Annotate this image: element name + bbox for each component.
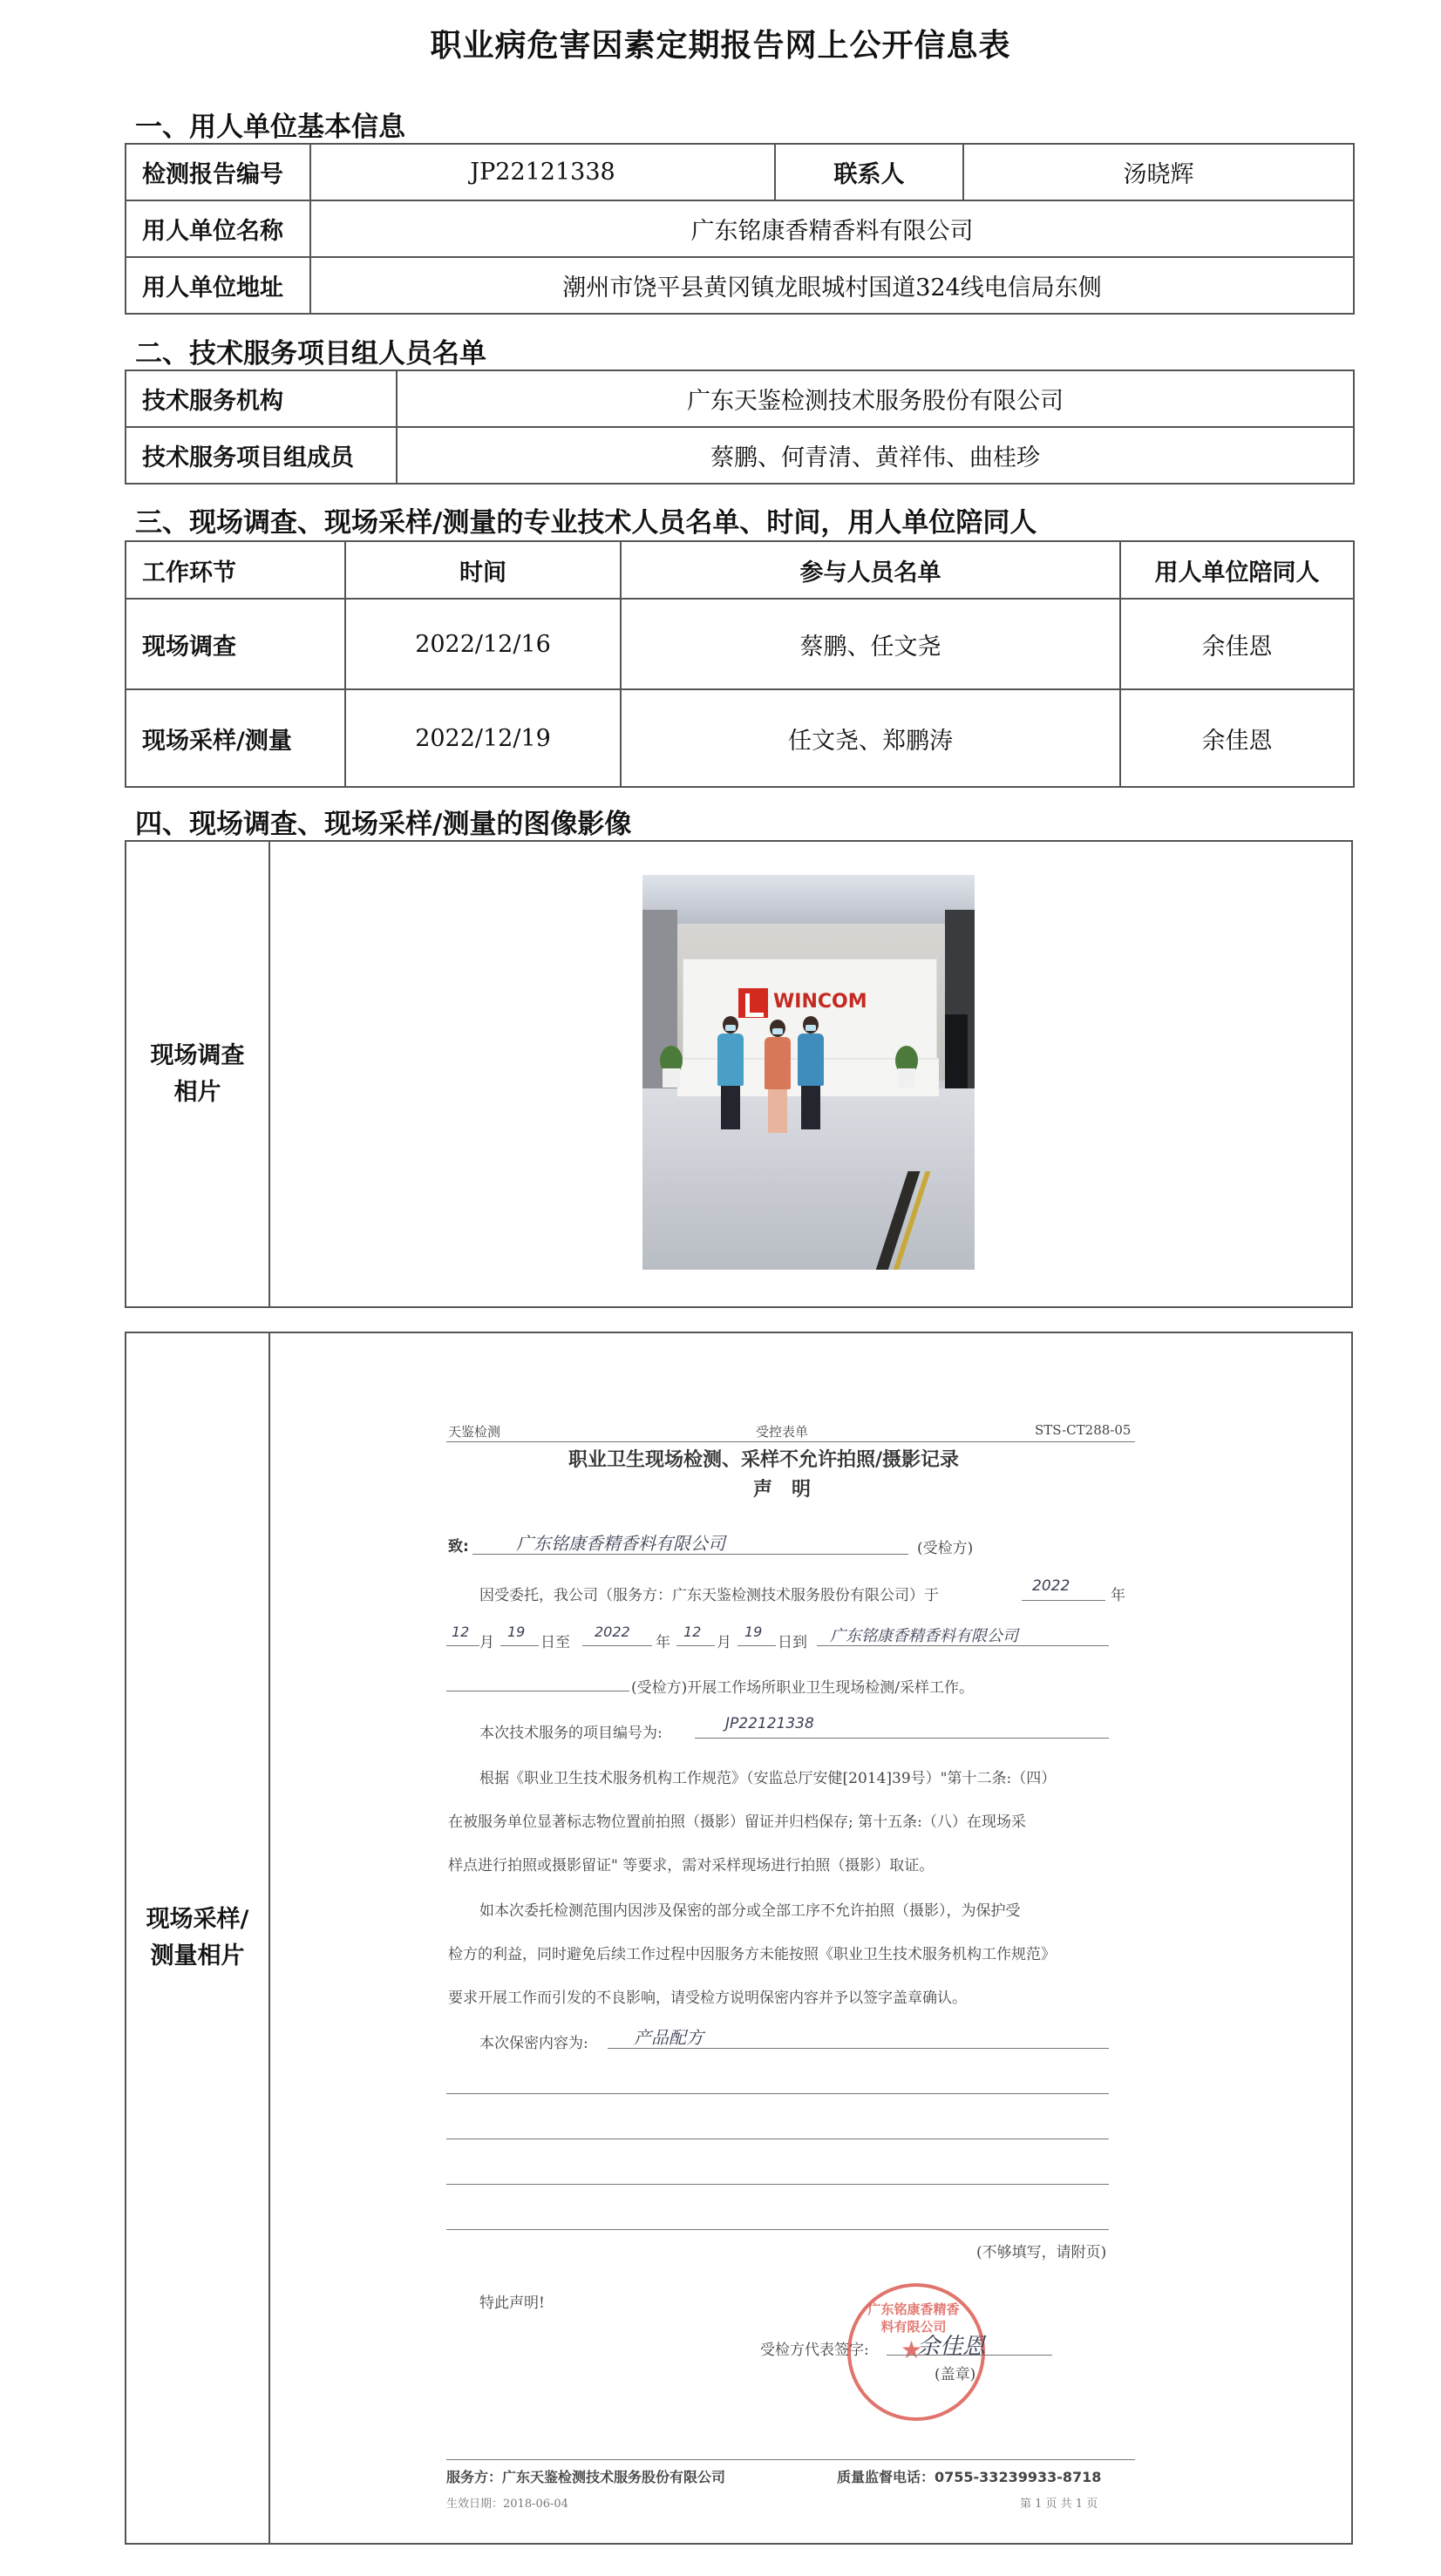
form-p2-month1-unit: 月: [479, 1634, 494, 1651]
form-seal-label: (盖章): [935, 2366, 976, 2383]
row-stage: 现场采样/测量: [126, 689, 345, 787]
photo-logo-text: WINCOM: [773, 991, 867, 1013]
form-p2-m1: 12: [452, 1624, 470, 1640]
form-title: 职业卫生现场检测、采样不允许拍照/摄影记录: [568, 1449, 960, 1471]
form-p3: (受检方)开展工作场所职业卫生现场检测/采样工作。: [631, 1679, 974, 1697]
form-declare: 特此声明!: [479, 2295, 545, 2312]
address-value: 潮州市饶平县黄冈镇龙眼城村国道324线电信局东侧: [310, 257, 1354, 314]
row-stage: 现场调查: [126, 599, 345, 689]
row-date: 2022/12/16: [345, 599, 621, 689]
form-subtitle: 声 明: [753, 1479, 812, 1501]
basic-info-table: [125, 143, 1355, 315]
service-team-table: [125, 369, 1355, 485]
contact-label: 联系人: [775, 144, 963, 200]
form-p5-line3: 样点进行拍照或摄影留证" 等要求，需对采样现场进行拍照（摄影）取证。: [448, 1857, 935, 1874]
service-org-label: 技术服务机构: [126, 370, 397, 427]
section1-heading: 一、用人单位基本信息: [135, 112, 405, 143]
person-figure: [717, 1016, 744, 1129]
form-p6-line3: 要求开展工作而引发的不良影响，请受检方说明保密内容并予以签字盖章确认。: [448, 1990, 967, 2007]
form-p2-m2: 12: [683, 1624, 702, 1640]
form-header-left: 天鉴检测: [448, 1424, 501, 1440]
team-members-label: 技术服务项目组成员: [126, 427, 397, 484]
declaration-form-image: [446, 1412, 1135, 2383]
form-note: (不够填写，请附页): [976, 2244, 1107, 2261]
form-p5-line2: 在被服务单位显著标志物位置前拍照（摄影）留证并归档保存; 第十五条:（八）在现场采: [448, 1813, 1026, 1831]
form-p7-label: 本次保密内容为:: [479, 2035, 588, 2052]
form-p2-year-unit: 年: [656, 1634, 670, 1651]
header-stage: 工作环节: [126, 541, 345, 599]
form-p1-year: 2022: [1032, 1577, 1071, 1595]
form-p2-mid: 日至: [540, 1634, 570, 1651]
row-escort: 余佳恩: [1120, 689, 1354, 787]
survey-photo-label-cell: [126, 842, 270, 1306]
form-p6-line1: 如本次委托检测范围内因涉及保密的部分或全部工序不允许拍照（摄影），为保护受: [479, 1902, 1021, 1920]
form-to-handwritten: 广东铭康香精香料有限公司: [516, 1533, 725, 1554]
report-no-value: JP22121338: [310, 144, 775, 200]
form-to-prefix: 致:: [448, 1538, 469, 1556]
form-p2-year: 2022: [595, 1624, 630, 1640]
form-p2-month2-unit: 月: [717, 1634, 731, 1651]
address-label: 用人单位地址: [126, 257, 310, 314]
contact-value: 汤晓辉: [963, 144, 1354, 200]
survey-photo: [642, 875, 975, 1270]
form-sign-label: 受检方代表签字:: [760, 2342, 869, 2359]
header-escort: 用人单位陪同人: [1120, 541, 1354, 599]
form-signature: 余佳恩: [917, 2334, 986, 2360]
form-p2-to: 日到: [778, 1634, 807, 1651]
sampling-photo-label: 现场采样/ 测量相片: [146, 1906, 249, 1969]
section4-heading: 四、现场调查、现场采样/测量的图像影像: [135, 809, 632, 840]
service-org-value: 广东天鉴检测技术服务股份有限公司: [397, 370, 1354, 427]
form-footer-left: 服务方：广东天鉴检测技术服务股份有限公司: [446, 2469, 726, 2485]
header-staff: 参与人员名单: [621, 541, 1120, 599]
row-date: 2022/12/19: [345, 689, 621, 787]
form-p7-value: 产品配方: [634, 2027, 704, 2048]
table-row: [126, 689, 1354, 787]
form-footer-page: 第 1 页 共 1 页: [1020, 2498, 1098, 2511]
form-p5-line1: 根据《职业卫生技术服务机构工作规范》（安监总厅安健[2014]39号）"第十二条:（四）: [479, 1770, 1057, 1787]
person-figure: [765, 1020, 791, 1133]
form-p2-d1: 19: [507, 1624, 526, 1640]
seal-text: 广东铭康香精香料有限公司: [867, 2301, 960, 2335]
survey-photo-label: 现场调查 相片: [150, 1041, 245, 1106]
form-p1-year-unit: 年: [1111, 1587, 1125, 1604]
report-no-label: 检测报告编号: [126, 144, 310, 200]
form-p4-value: JP22121338: [725, 1715, 814, 1732]
document-title: 职业病危害因素定期报告网上公开信息表: [430, 28, 1011, 64]
row-escort: 余佳恩: [1120, 599, 1354, 689]
form-p4-label: 本次技术服务的项目编号为:: [479, 1725, 663, 1742]
row-staff: 任文尧、郑鹏涛: [621, 689, 1120, 787]
form-header-right: STS-CT288-05: [1035, 1422, 1132, 1438]
section3-heading: 三、现场调查、现场采样/测量的专业技术人员名单、时间，用人单位陪同人: [135, 507, 1037, 539]
form-footer-right: 质量监督电话：0755-33239933-8718: [837, 2469, 1102, 2485]
header-date: 时间: [345, 541, 621, 599]
form-p1: 因受委托，我公司（服务方：广东天鉴检测技术服务股份有限公司）于: [479, 1587, 939, 1604]
table-row: [126, 599, 1354, 689]
form-header-center: 受控表单: [756, 1424, 809, 1440]
form-p6-line2: 检方的利益，同时避免后续工作过程中因服务方未能按照《职业卫生技术服务机构工作规范》: [448, 1946, 1056, 1963]
wincom-logo-icon: [738, 988, 768, 1018]
sampling-photo-label-cell: [126, 1333, 270, 2543]
form-to-suffix: (受检方): [917, 1540, 974, 1557]
section2-heading: 二、技术服务项目组人员名单: [135, 338, 486, 369]
person-figure: [798, 1016, 824, 1129]
team-members-value: 蔡鹏、何青清、黄祥伟、曲桂珍: [397, 427, 1354, 484]
employer-label: 用人单位名称: [126, 200, 310, 257]
row-staff: 蔡鹏、任文尧: [621, 599, 1120, 689]
seal-star-icon: ★: [901, 2335, 923, 2364]
onsite-staff-table: [125, 540, 1355, 788]
employer-value: 广东铭康香精香料有限公司: [310, 200, 1354, 257]
form-footer-date: 生效日期：2018-06-04: [446, 2498, 568, 2511]
form-p2-d2: 19: [744, 1624, 763, 1640]
form-p2-company: 广东铭康香精香料有限公司: [830, 1627, 1018, 1645]
